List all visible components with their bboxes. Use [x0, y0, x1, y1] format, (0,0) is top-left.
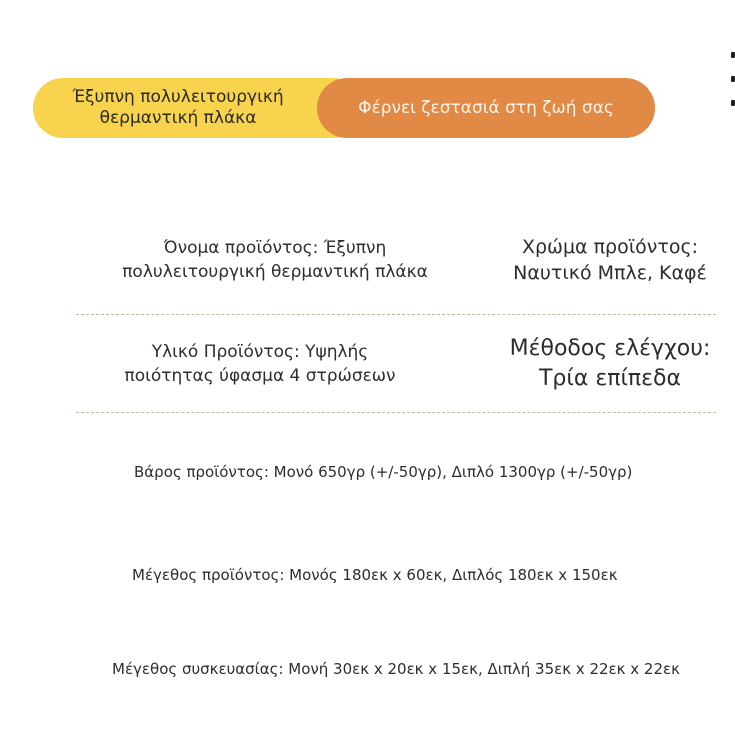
product-name-line2: θερμαντική πλάκα: [99, 108, 257, 128]
edge-mark: [731, 76, 735, 82]
tagline-pill: [317, 78, 655, 138]
product-name-pill: [33, 78, 363, 138]
spec-product-material: [100, 340, 420, 388]
spec-package-size: Μέγεθος συσκευασίας: Μονή 30εκ x 20εκ x 15εκ, Διπλή 35εκ x 22εκ x 22εκ: [112, 660, 680, 678]
product-name-pill-text: [43, 87, 313, 129]
spec-line: πολυλειτουργική θερμαντική πλάκα: [122, 262, 428, 282]
spec-control-method: [490, 334, 730, 394]
dashed-divider: [76, 314, 716, 315]
spec-line: ποιότητας ύφασμα 4 στρώσεων: [124, 366, 396, 386]
title-banner: [33, 78, 655, 138]
spec-product-name: [100, 236, 450, 284]
spec-line: Χρώμα προϊόντος:: [521, 236, 699, 258]
spec-line: Μέθοδος ελέγχου:: [509, 336, 711, 361]
spec-size: Μέγεθος προϊόντος: Μονός 180εκ x 60εκ, Διπλός 180εκ x 150εκ: [132, 566, 618, 584]
spec-line: Τρία επίπεδα: [538, 366, 682, 391]
spec-product-color: [490, 234, 730, 286]
spec-line: Ναυτικό Μπλε, Καφέ: [513, 262, 707, 284]
edge-mark: [731, 100, 735, 106]
spec-line: Όνομα προϊόντος: Έξυπνη: [163, 238, 387, 258]
spec-weight: Βάρος προϊόντος: Μονό 650γρ (+/-50γρ), Διπλό 1300γρ (+/-50γρ): [134, 463, 633, 481]
dashed-divider: [76, 412, 716, 413]
cropped-edge-marks: [731, 52, 735, 124]
product-name-line1: Έξυπνη πολυλειτουργική: [72, 87, 284, 107]
spec-line: Υλικό Προϊόντος: Υψηλής: [151, 342, 369, 362]
tagline-text: Φέρνει ζεστασιά στη ζωή σας: [358, 98, 614, 118]
edge-mark: [731, 52, 735, 58]
